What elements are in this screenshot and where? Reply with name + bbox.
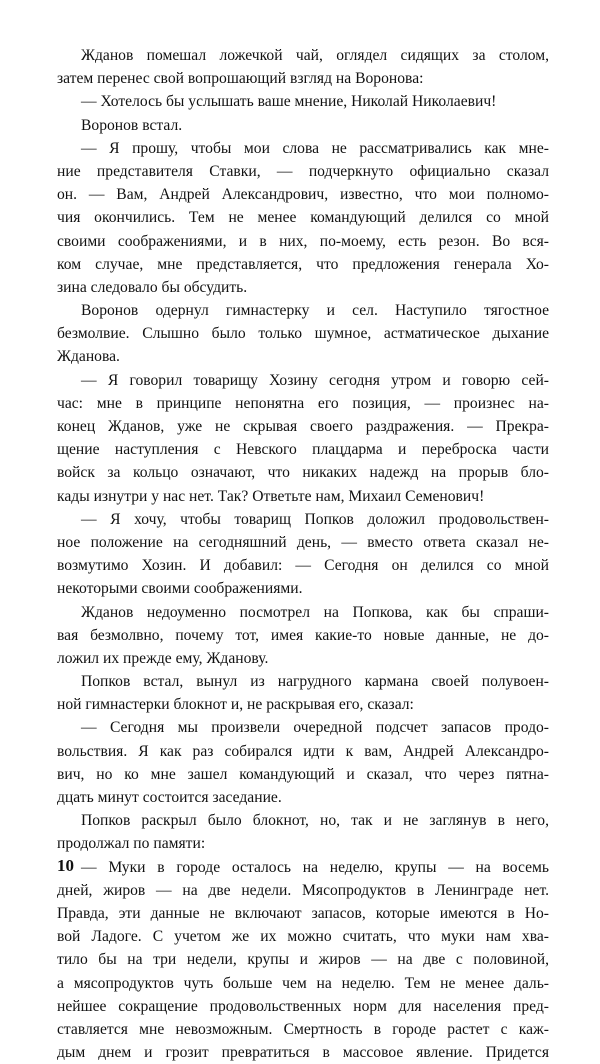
text-line: Попков раскрыл было блокнот, но, так и не заглянув в него, bbox=[81, 812, 549, 830]
text-line: а мясопродуктов чуть больше чем на неделю. Тем не менее даль- bbox=[57, 974, 549, 992]
text-line: — Я хочу, чтобы товарищ Попков доложил продовольствен- bbox=[81, 510, 549, 528]
text-line: продолжал по памяти: bbox=[57, 835, 206, 853]
text-line: ние представителя Ставки, — подчеркнуто официально сказал bbox=[57, 162, 549, 180]
text-line: — Хотелось бы услышать ваше мнение, Николай Николаевич! bbox=[81, 93, 497, 111]
text-line: дцать минут состоится заседание. bbox=[57, 789, 282, 806]
text-line: дней, жиров — на две недели. Мясопродуктов в Ленинграде нет. bbox=[57, 881, 549, 899]
text-line: — Сегодня мы произвели очередной подсчет запасов продо- bbox=[81, 719, 549, 737]
text-line: ставляется мне невозможным. Смертность в городе растет с каж- bbox=[57, 1020, 549, 1038]
text-line: ной гимнастерки блокнот и, не раскрывая его, сказал: bbox=[57, 696, 414, 714]
text-line: час: мне в принципе непонятна его позиция, — произнес на- bbox=[57, 394, 549, 412]
text-line: вич, но ко мне зашел командующий и сказал, что через пятна- bbox=[57, 765, 549, 783]
text-line: Правда, эти данные не включают запасов, которые имеются в Но- bbox=[57, 904, 549, 922]
text-line: Воронов встал. bbox=[81, 116, 183, 134]
text-line: — Я говорил товарищу Хозину сегодня утром и говорю сей- bbox=[81, 371, 549, 389]
text-line: ное положение на сегодняшний день, — вместо ответа сказал не- bbox=[57, 533, 549, 551]
text-line: своими соображениями, и в них, по-моему, есть резон. Во вся- bbox=[57, 232, 549, 250]
text-line: вая безмолвно, почему тот, имея какие-то новые данные, не до- bbox=[57, 626, 549, 644]
text-line: конец Жданов, уже не скрывая своего раздражения. — Прекра- bbox=[57, 418, 549, 435]
text-line: вой Ладоге. С учетом же их можно считать, что муки нам хва- bbox=[57, 928, 549, 946]
text-line: безмолвие. Слышно было только шумное, астматическое дыхание bbox=[57, 325, 549, 343]
text-line: Попков встал, вынул из нагрудного кармана своей полувоен- bbox=[81, 673, 549, 691]
text-line: ком случае, мне представляется, что предложения генерала Хо- bbox=[57, 255, 549, 273]
text-line: возмутимо Хозин. И добавил: — Сегодня он делился со мной bbox=[57, 557, 549, 575]
text-line: зина следовало бы обсудить. bbox=[57, 278, 248, 296]
page-number: 10 bbox=[57, 856, 74, 875]
book-page-text bbox=[57, 44, 549, 1064]
text-line: щение наступления с Невского плацдарма и переброска части bbox=[57, 441, 549, 459]
text-line: чия окончились. Тем не менее командующий делился со мной bbox=[57, 209, 549, 227]
text-line: ложил их прежде ему, Жданову. bbox=[57, 649, 269, 667]
text-line: кады изнутри у нас нет. Так? Ответьте нам, Михаил Семенович! bbox=[57, 487, 485, 505]
text-line: он. — Вам, Андрей Александрович, известно, что мои полномо- bbox=[57, 186, 549, 204]
text-line: Жданов недоуменно посмотрел на Попкова, как бы спраши- bbox=[81, 603, 549, 621]
text-line: дым днем и грозит превратиться в массовое явление. Придется bbox=[57, 1044, 549, 1062]
text-line: — Муки в городе осталось на неделю, крупы — на восемь bbox=[81, 858, 549, 876]
text-line: затем перенес свой вопрошающий взгляд на Воронова: bbox=[57, 70, 424, 88]
text-line: — Я прошу, чтобы мои слова не рассматривались как мне- bbox=[81, 139, 549, 157]
text-line: вольствия. Я как раз собирался идти к вам, Андрей Александро- bbox=[57, 742, 549, 760]
text-line: войск за кольцо означают, что никаких надежд на прорыв бло- bbox=[57, 464, 549, 482]
text-line: Жданов помешал ложечкой чай, оглядел сидящих за столом, bbox=[81, 47, 549, 64]
text-line: Жданова. bbox=[57, 348, 120, 366]
text-line: Воронов одернул гимнастерку и сел. Наступило тягостное bbox=[81, 302, 549, 320]
text-line: некоторыми своими соображениями. bbox=[57, 580, 303, 598]
text-line: тило бы на три недели, крупы и жиров — на две с половиной, bbox=[57, 951, 549, 969]
text-line: нейшее сокращение продовольственных норм для населения пред- bbox=[57, 997, 549, 1015]
